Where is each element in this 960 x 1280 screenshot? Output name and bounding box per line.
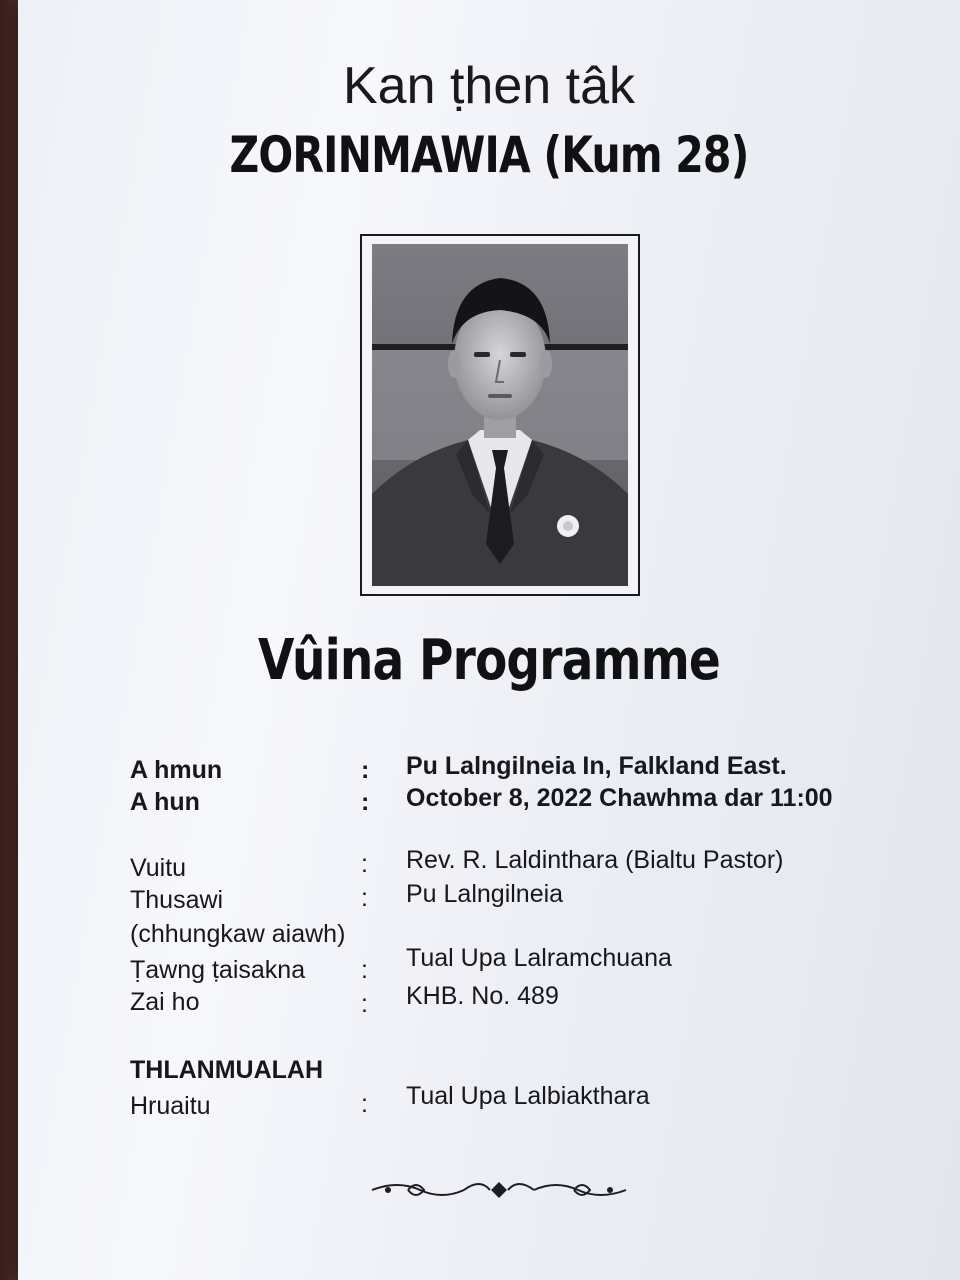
venue-colon: :	[361, 756, 370, 784]
time-colon: :	[361, 788, 370, 816]
portrait-man-in-suit-image	[372, 244, 628, 586]
venue-label: A hmun	[130, 756, 223, 784]
officiant-colon: :	[361, 850, 368, 878]
speaker-value: Pu Lalngilneia	[406, 880, 564, 908]
portrait-photo	[360, 234, 640, 596]
prayer-colon: :	[361, 956, 368, 984]
speaker-note: (chhungkaw aiawh)	[130, 920, 346, 948]
prayer-value: Tual Upa Lalramchuana	[406, 944, 672, 972]
prayer-label: Ṭawng ṭaisakna	[130, 956, 306, 984]
funeral-programme-sheet	[18, 0, 960, 1280]
burial-leader-label: Hruaitu	[130, 1092, 211, 1120]
deceased-name-heading: ZORINMAWIA (Kum 28)	[229, 126, 749, 184]
burial-leader-value: Tual Upa Lalbiakthara	[406, 1082, 650, 1110]
hymn-value: KHB. No. 489	[406, 982, 559, 1010]
burial-heading: THLANMUALAH	[130, 1056, 324, 1084]
time-value: October 8, 2022 Chawhma dar 11:00	[406, 784, 833, 812]
programme-title: Vûina Programme	[258, 628, 720, 693]
time-label: A hun	[130, 788, 200, 816]
speaker-colon: :	[361, 884, 368, 912]
officiant-label: Vuitu	[130, 854, 187, 882]
burial-colon: :	[361, 1090, 368, 1118]
speaker-label: Thusawi	[130, 886, 224, 914]
decorative-flourish-divider	[368, 1176, 630, 1206]
officiant-value: Rev. R. Laldinthara (Bialtu Pastor)	[406, 846, 784, 874]
header-line-1: Kan ṭhen tâk	[343, 57, 635, 115]
venue-value: Pu Lalngilneia In, Falkland East.	[406, 752, 787, 780]
hymn-label: Zai ho	[130, 988, 200, 1016]
hymn-colon: :	[361, 990, 368, 1018]
